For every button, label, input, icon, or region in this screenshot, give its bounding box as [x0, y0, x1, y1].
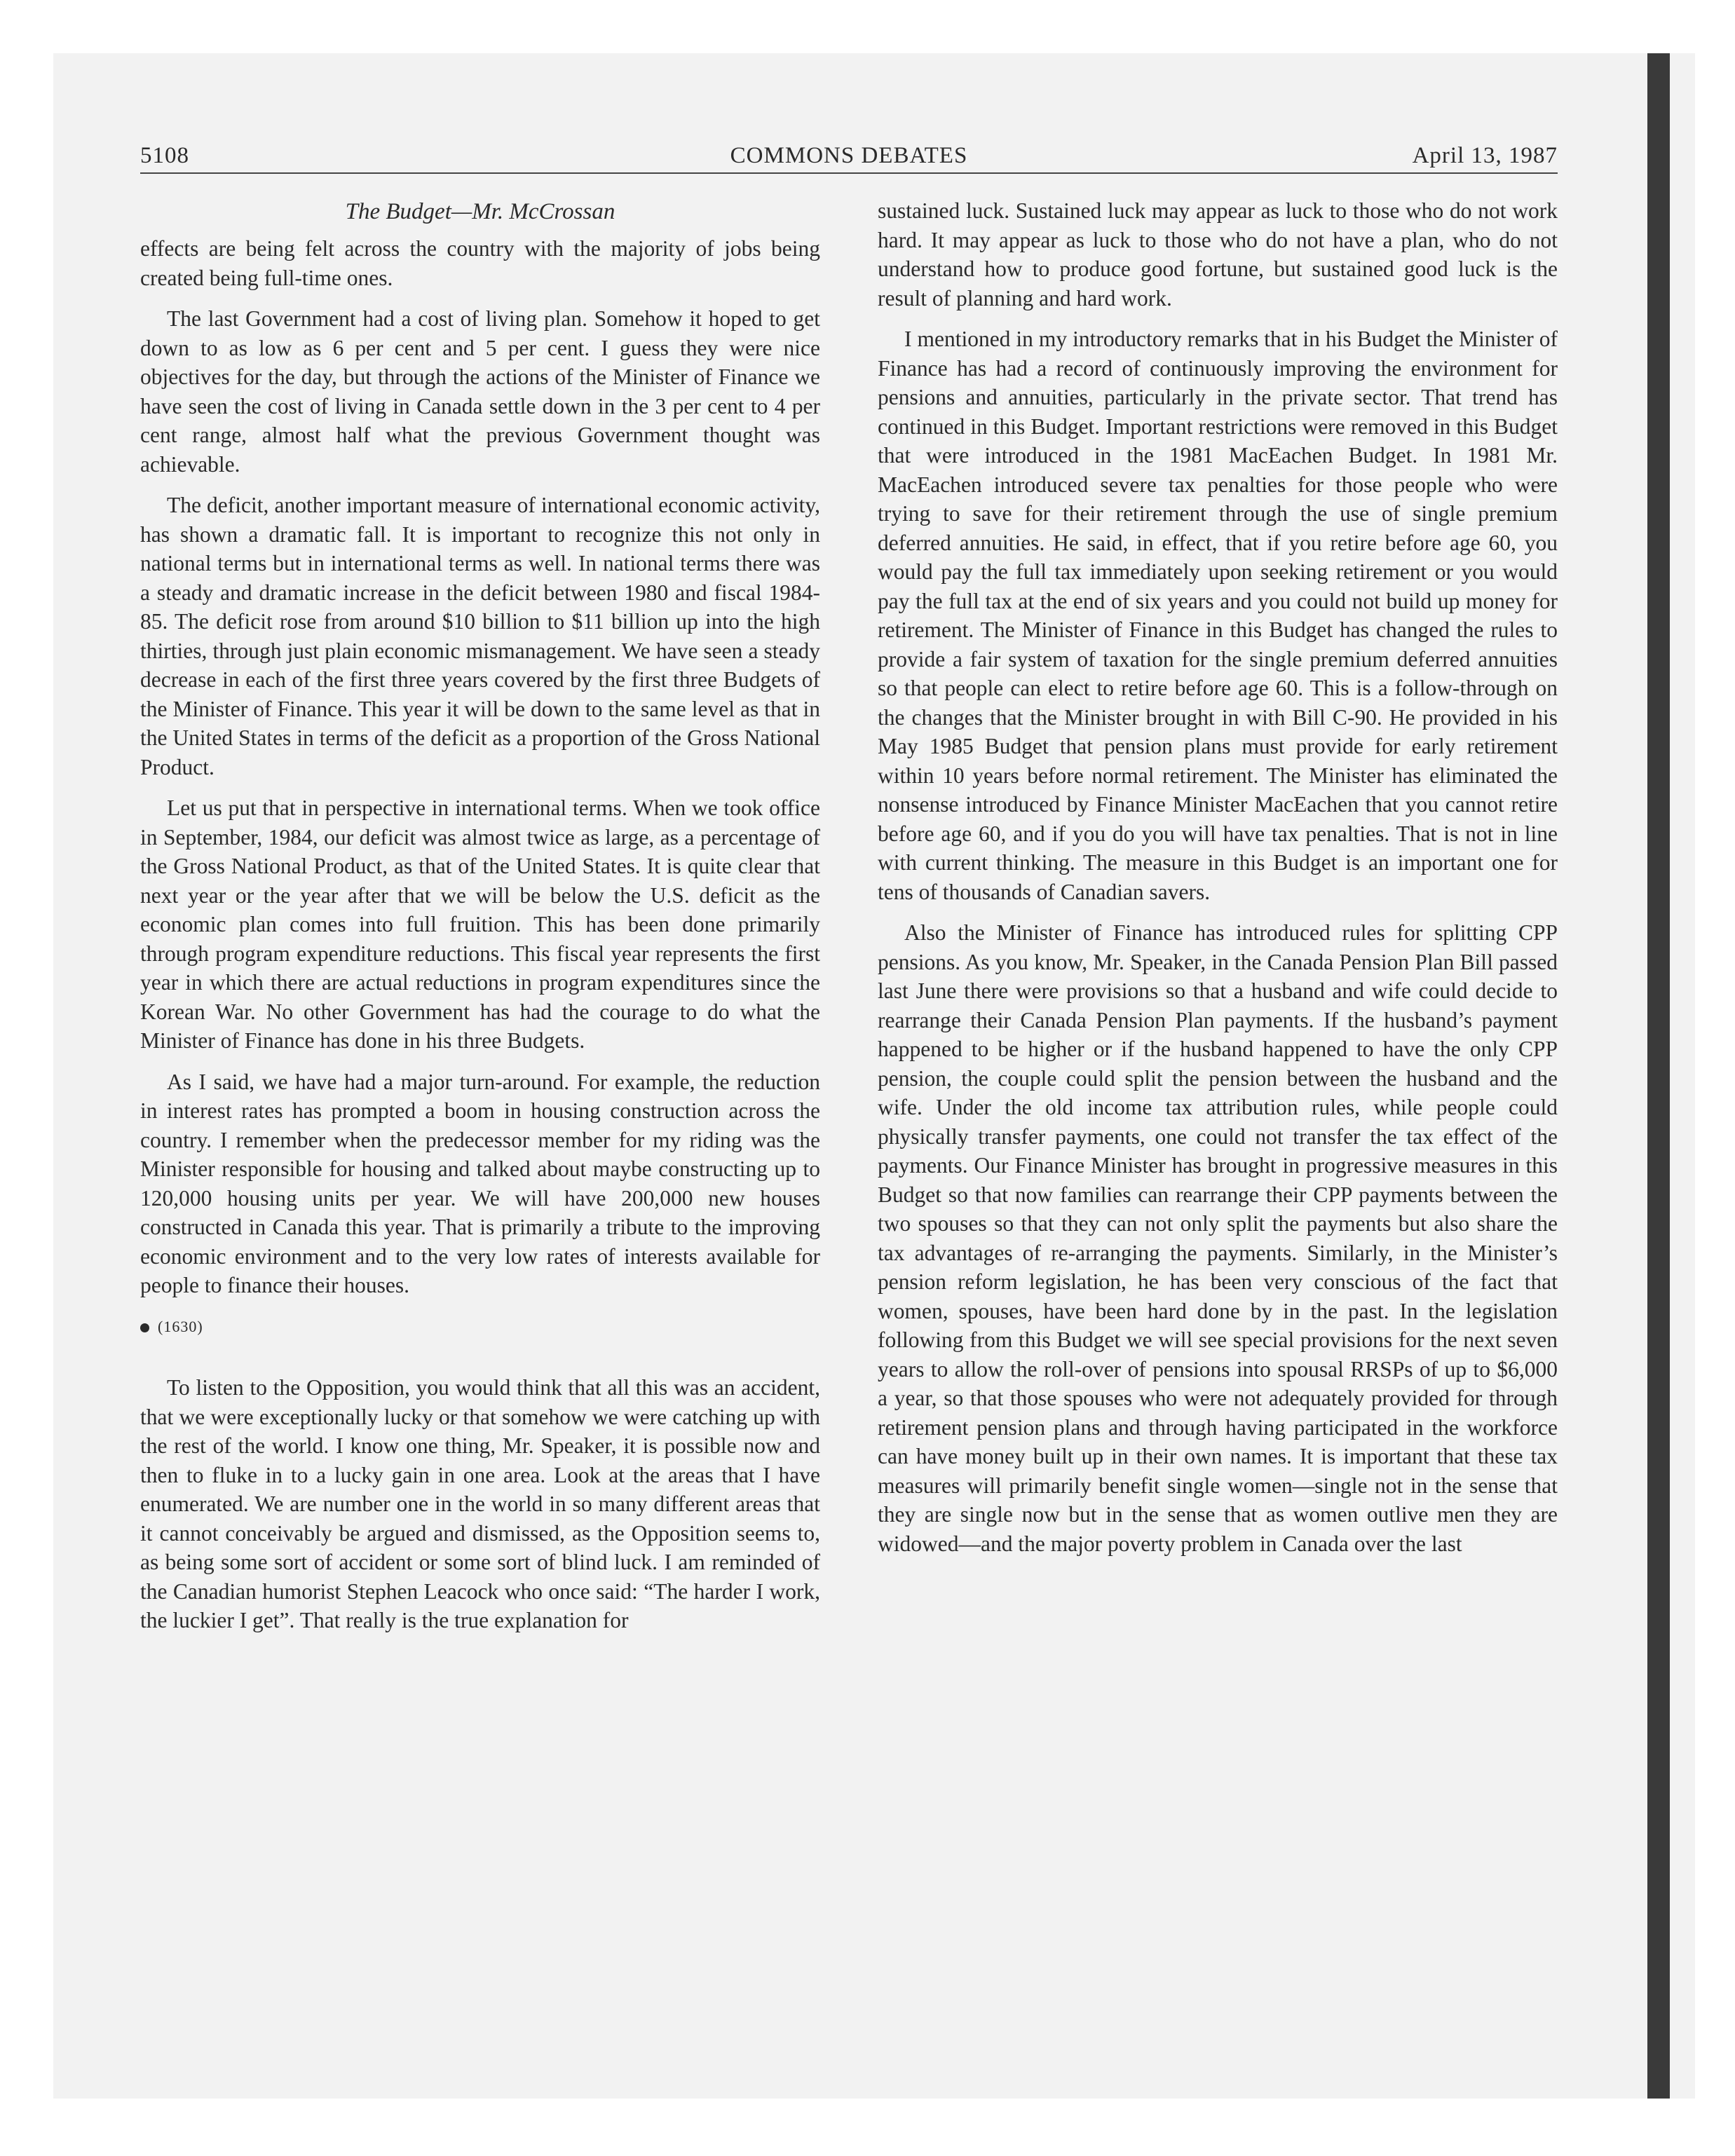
right-column: [878, 196, 1558, 1570]
timestamp-text: (1630): [158, 1317, 203, 1335]
document-page: [140, 140, 1558, 1632]
page-header: [140, 140, 1558, 174]
paragraph: The deficit, another important measure of international economic activity, has shown a dramatic fall. It is important to recognize this not only in national terms but in international terms as well. In national terms there was a steady and dramatic increase in the deficit between 1980 and fiscal 1984-85. The deficit rose from around $10 billion to $11 billion up into the high thirties, through just plain economic mismanagement. We have seen a steady decrease in each of the first three years covered by the first three Budgets of the Minister of Finance. This year it will be down to the same level as that in the United States in terms of the deficit as a proportion of the Gross National Product.: [140, 493, 820, 779]
scan-edge-shadow: [1647, 53, 1670, 2099]
paragraph: The last Government had a cost of living plan. Somehow it hoped to get down to as low as 6 per cent and 5 per cent. I guess they were nice objectives for the day, but through the actions of the Minister of Finance we have seen the cost of living in Canada settle down in the 3 per cent to 4 per cent range, almost half what the previous Government thought was achievable.: [140, 306, 820, 477]
paragraph: Let us put that in perspective in international terms. When we took office in September, 1984, our deficit was almost twice as large, as a percentage of the Gross National Product, as that of the United States. It is quite clear that next year or the year after that we will be below the U.S. deficit as the economic plan comes into full fruition. This has been done primarily through program expenditure reductions. This fiscal year represents the first year in which there are actual reductions in program expenditures since the Korean War. No other Government has had the courage to do what the Minister of Finance has done in his three Budgets.: [140, 796, 820, 1053]
debate-timestamp: [140, 1312, 820, 1342]
paragraph: sustained luck. Sustained luck may appear as luck to those who do not work hard. It may appear as luck to those who do not have a plan, who do not understand how to produce good fortune, but sustained good luck is the result of planning and hard work.: [878, 198, 1558, 311]
running-head: The Budget—Mr. McCrossan: [345, 199, 615, 224]
publication-date: April 13, 1987: [1412, 143, 1558, 168]
paragraph: effects are being felt across the country with the majority of jobs being created being full-time ones.: [140, 236, 820, 290]
journal-title: COMMONS DEBATES: [730, 143, 968, 168]
paragraph: To listen to the Opposition, you would think that all this was an accident, that we were exceptionally lucky or that somehow we were catching up with the rest of the world. I know one thing, Mr. Speaker, it is possible now and then to fluke in to a lucky gain in one area. Look at the areas that I have enumerated. We are number one in the world in so many different areas that it cannot conceivably be argued and dismissed, as the Opposition seems to, as being some sort of accident or some sort of blind luck. I am reminded of the Canadian humorist Stephen Leacock who once said: “The harder I work, the luckier I get”. That really is the true explanation for: [140, 1375, 820, 1632]
paragraph: Also the Minister of Finance has introduced rules for splitting CPP pensions. As you know, Mr. Speaker, in the Canada Pension Plan Bill passed last June there were provisions so that a husband and wife could decide to rearrange their Canada Pension Plan payments. If the husband’s payment happened to be higher or if the husband happened to have the only CPP pension, the couple could split the pension between the husband and the wife. Under the old income tax attribution rules, while people could physically transfer payments, one could not transfer the tax effect of the payments. Our Finance Minister has brought in progressive measures in this Budget so that now families can rearrange their CPP payments between the two spouses so that they can not only split the payments but also share the tax advantages of re-arranging the payments. Similarly, in the Minister’s pension reform legislation, he has been very conscious of the fact that women, spouses, have been hard done by in the past. In the legislation following from this Budget we will see special provisions for the next seven years to allow the roll-over of pensions into spousal RRSPs of up to $6,000 a year, so that those spouses who were not adequately provided for through retirement pension plans and through having participated in the workforce can have money built up in their own names. It is important that these tax measures will primarily benefit single women—single not in the sense that they are single now but in the sense that as women outlive men they are widowed—and the major poverty problem in Canada over the last: [878, 920, 1558, 1556]
bullet-icon: [140, 1323, 149, 1332]
paragraph: As I said, we have had a major turn-around. For example, the reduction in interest rates has prompted a boom in housing construction across the country. I remember when the predecessor member for my riding was the Minister responsible for housing and talked about maybe constructing up to 120,000 housing units per year. We will have 200,000 new houses constructed in Canada this year. That is primarily a tribute to the improving economic environment and to the very low rates of interests available for people to finance their houses.: [140, 1069, 820, 1297]
left-column: [140, 234, 820, 1647]
paragraph: I mentioned in my introductory remarks that in his Budget the Minister of Finance has had a record of continuously improving the environment for pensions and annuities, particularly in the private sector. That trend has continued in this Budget. Important restrictions were removed in this Budget that were introduced in the 1981 MacEachen Budget. In 1981 Mr. MacEachen introduced severe tax penalties for those people who were trying to save for their retirement through the use of single premium deferred annuities. He said, in effect, that if you retire before age 60, you would pay the full tax immediately upon seeking retirement or you would pay the full tax at the end of six years and you could not build up money for retirement. The Minister of Finance in this Budget has changed the rules to provide a fair system of taxation for the single premium deferred annuities so that people can elect to retire before age 60. This is a follow-through on the changes that the Minister brought in with Bill C-90. He provided in his May 1985 Budget that pension plans must provide for early retirement within 10 years before normal retirement. The Minister has eliminated the nonsense introduced by Finance Minister MacEachen that you cannot retire before age 60, and if you do you will have tax penalties. That is not in line with current thinking. The measure in this Budget is an important one for tens of thousands of Canadian savers.: [878, 327, 1558, 904]
page-number: 5108: [140, 143, 189, 168]
